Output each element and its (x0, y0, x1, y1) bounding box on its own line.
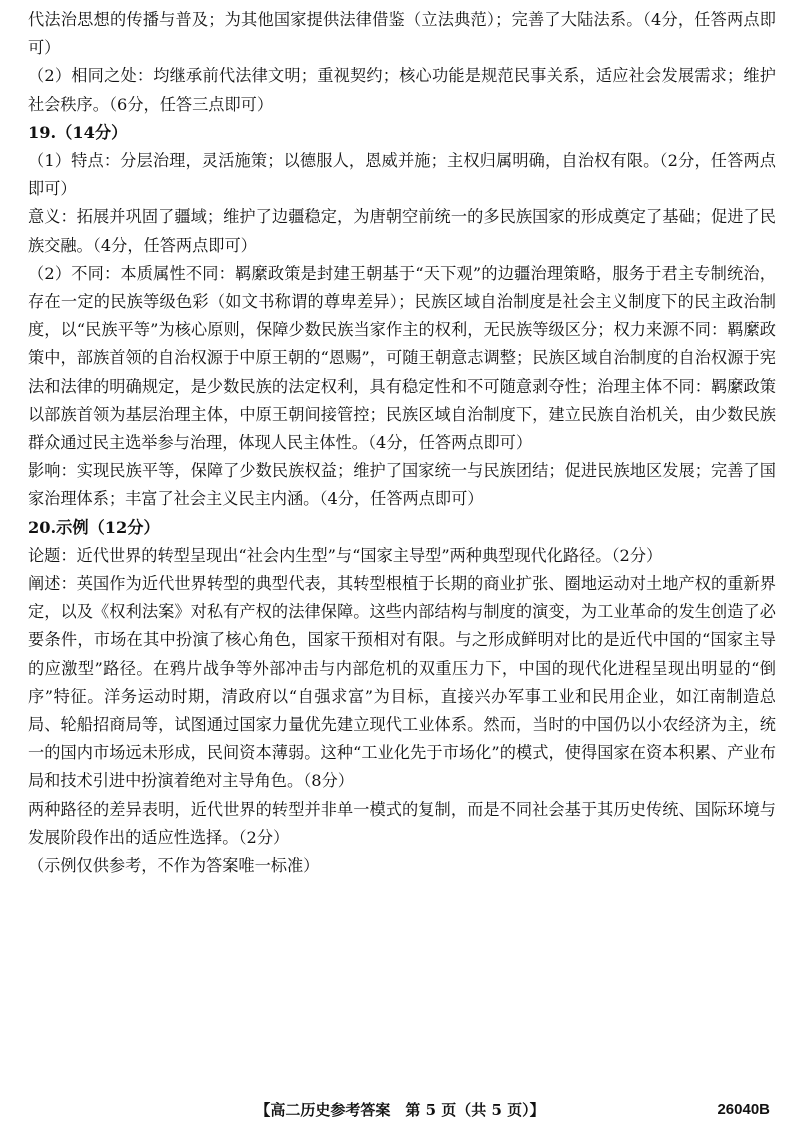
footer-title: 【高二历史参考答案 第 5 页（共 5 页）】 (255, 1101, 545, 1119)
answer-page (28, 6, 776, 880)
answer-paragraph: 两种路径的差异表明，近代世界的转型并非单一模式的复制，而是不同社会基于其历史传统、国际环境与发展阶段作出的适应性选择。（2分） (28, 799, 776, 847)
answer-paragraph: 代法治思想的传播与普及；为其他国家提供法律借鉴（立法典范）；完善了大陆法系。（4分，任答两点即可） (28, 10, 776, 58)
answer-note: （示例仅供参考，不作为答案唯一标准） (28, 856, 320, 876)
answer-paragraph: （2）相同之处：均继承前代法律文明；重视契约；核心功能是规范民事关系，适应社会发展需求；维护社会秩序。（6分，任答三点即可） (28, 66, 776, 114)
answer-paragraph: 论题：近代世界的转型呈现出“社会内生型”与“国家主导型”两种典型现代化路径。（2分） (28, 545, 663, 565)
question-19-heading: 19.（14分） (28, 122, 128, 142)
answer-paragraph: 意义：拓展并巩固了疆域；维护了边疆稳定，为唐朝空前统一的多民族国家的形成奠定了基础；促进了民族交融。（4分，任答两点即可） (28, 207, 776, 255)
footer-code: 26040B (717, 1101, 770, 1118)
answer-paragraph: （2）不同：本质属性不同：羁縻政策是封建王朝基于“天下观”的边疆治理策略，服务于君主专制统治，存在一定的民族等级色彩（如文书称谓的尊卑差异）；民族区域自治制度是社会主义制度下的民主政治制度，以“民族平等”为核心原则，保障少数民族当家作主的权利，无民族等级区分；权力来源不同：羁縻政策中，部族首领的自治权源于中原王朝的“恩赐”，可随王朝意志调整；民族区域自治制度的自治权源于宪法和法律的明确规定，是少数民族的法定权利，具有稳定性和不可随意剥夺性；治理主体不同：羁縻政策以部族首领为基层治理主体，中原王朝间接管控；民族区域自治制度下，建立民族自治机关，由少数民族群众通过民主选举参与治理，体现人民主体性。（4分，任答两点即可） (28, 263, 776, 453)
answer-paragraph: 阐述：英国作为近代世界转型的典型代表，其转型根植于长期的商业扩张、圈地运动对土地产权的重新界定，以及《权利法案》对私有产权的法律保障。这些内部结构与制度的演变，为工业革命的发生创造了必要条件，市场在其中扮演了核心角色，国家干预相对有限。与之形成鲜明对比的是近代中国的“国家主导的应激型”路径。在鸦片战争等外部冲击与内部危机的双重压力下，中国的现代化进程呈现出明显的“倒序”特征。洋务运动时期，清政府以“自强求富”为目标，直接兴办军事工业和民用企业，如江南制造总局、轮船招商局等，试图通过国家力量优先建立现代工业体系。然而，当时的中国仍以小农经济为主，统一的国内市场远未形成，民间资本薄弱。这种“工业化先于市场化”的模式，使得国家在资本积累、产业布局和技术引进中扮演着绝对主导角色。（8分） (28, 574, 776, 791)
answer-paragraph: 影响：实现民族平等，保障了少数民族权益；维护了国家统一与民族团结；促进民族地区发展；完善了国家治理体系；丰富了社会主义民主内涵。（4分，任答两点即可） (28, 461, 776, 509)
page-footer (0, 1098, 800, 1122)
question-20-heading: 20.示例（12分） (28, 517, 160, 537)
answer-paragraph: （1）特点：分层治理，灵活施策；以德服人，恩威并施；主权归属明确，自治权有限。（2分，任答两点即可） (28, 151, 776, 199)
